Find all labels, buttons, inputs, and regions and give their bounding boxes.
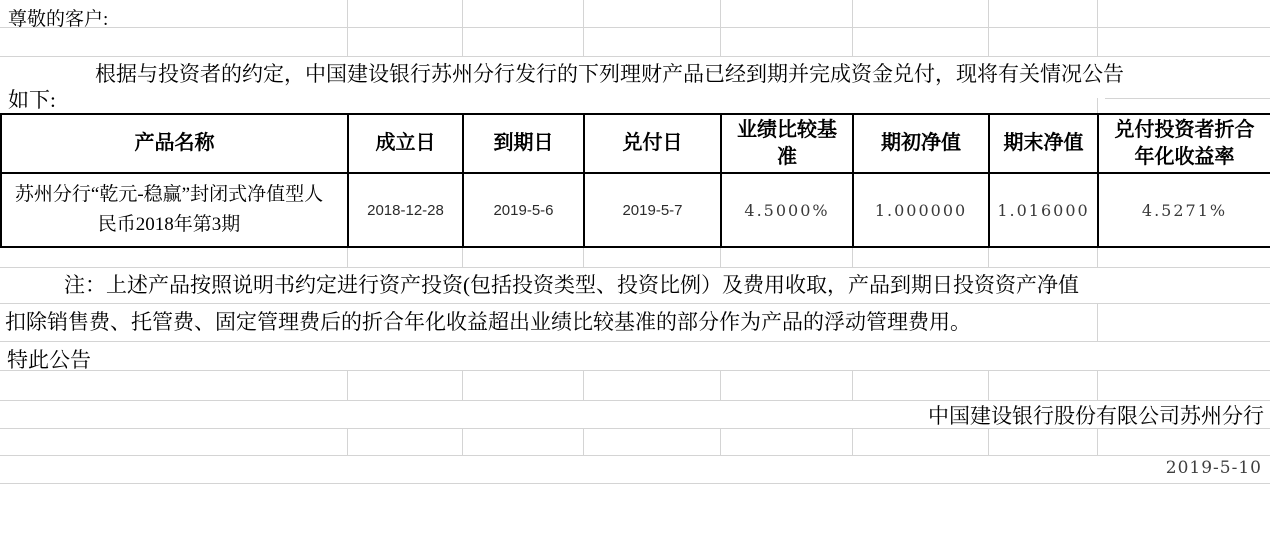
note-line2: 扣除销售费、托管费、固定管理费后的折合年化收益超出业绩比较基准的部分作为产品的浮动管理费用。: [5, 310, 971, 334]
cell-final-nav: 1.016000: [989, 173, 1098, 247]
col-header-inception-date: 成立日: [348, 114, 463, 173]
gridline-vertical: [988, 0, 989, 56]
cell-initial-nav: 1.000000: [853, 173, 989, 247]
gridline-vertical: [462, 0, 463, 56]
gridline-horizontal: [0, 455, 1270, 456]
gridline-vertical: [852, 428, 853, 455]
cell-product-name: 苏州分行“乾元-稳赢”封闭式净值型人民币2018年第3期: [1, 173, 348, 247]
gridline-vertical: [462, 428, 463, 455]
gridline-vertical: [988, 428, 989, 455]
issuer-signature: 中国建设银行股份有限公司苏州分行: [928, 404, 1264, 428]
gridline-vertical: [720, 370, 721, 400]
gridline-vertical: [347, 0, 348, 56]
cell-benchmark: 4.5000%: [721, 173, 853, 247]
col-header-payment-date: 兑付日: [584, 114, 721, 173]
gridline-horizontal: [0, 370, 1270, 371]
gridline-horizontal: [0, 483, 1270, 484]
cell-annualized-return: 4.5271%: [1098, 173, 1270, 247]
gridline-horizontal: [1105, 98, 1270, 99]
col-header-maturity-date: 到期日: [463, 114, 584, 173]
cell-inception-date: 2018-12-28: [348, 173, 463, 247]
gridline-horizontal: [0, 341, 1270, 342]
gridline-vertical: [583, 428, 584, 455]
gridline-vertical: [347, 428, 348, 455]
col-header-annualized-return: 兑付投资者折合年化收益率: [1098, 114, 1270, 173]
announcement-date: 2019-5-10: [1165, 458, 1262, 478]
gridline-horizontal: [0, 303, 1270, 304]
gridline-vertical: [720, 0, 721, 56]
note-line1: 注：上述产品按照说明书约定进行资产投资(包括投资类型、投资比例）及费用收取，产品到期日投资资产净值: [64, 273, 1079, 297]
product-redemption-table: [0, 113, 1270, 248]
gridline-vertical: [347, 370, 348, 400]
gridline-vertical: [1097, 370, 1098, 400]
gridline-vertical: [852, 370, 853, 400]
cell-maturity-date: 2019-5-6: [463, 173, 584, 247]
gridline-horizontal: [0, 56, 1270, 57]
table-row: [1, 173, 1270, 247]
table-header-row: [1, 114, 1270, 173]
gridline-vertical: [1097, 0, 1098, 56]
gridline-vertical: [1097, 428, 1098, 455]
col-header-final-nav: 期末净值: [989, 114, 1098, 173]
gridline-vertical: [583, 0, 584, 56]
cell-payment-date: 2019-5-7: [584, 173, 721, 247]
gridline-vertical: [852, 0, 853, 56]
gridline-vertical: [1097, 98, 1098, 113]
gridline-horizontal: [0, 27, 1270, 28]
gridline-vertical: [988, 370, 989, 400]
gridline-vertical: [462, 370, 463, 400]
gridline-horizontal: [0, 267, 1270, 268]
col-header-benchmark: 业绩比较基准: [721, 114, 853, 173]
gridline-vertical: [583, 370, 584, 400]
intro-paragraph-line1: 根据与投资者的约定，中国建设银行苏州分行发行的下列理财产品已经到期并完成资金兑付，现将有关情况公告: [95, 62, 1124, 86]
greeting-text: 尊敬的客户:: [8, 9, 109, 30]
gridline-vertical: [720, 428, 721, 455]
col-header-initial-nav: 期初净值: [853, 114, 989, 173]
closing-text: 特此公告: [7, 348, 91, 372]
gridline-vertical: [1097, 303, 1098, 341]
intro-paragraph-line2: 如下:: [8, 88, 56, 112]
col-header-product-name: 产品名称: [1, 114, 348, 173]
